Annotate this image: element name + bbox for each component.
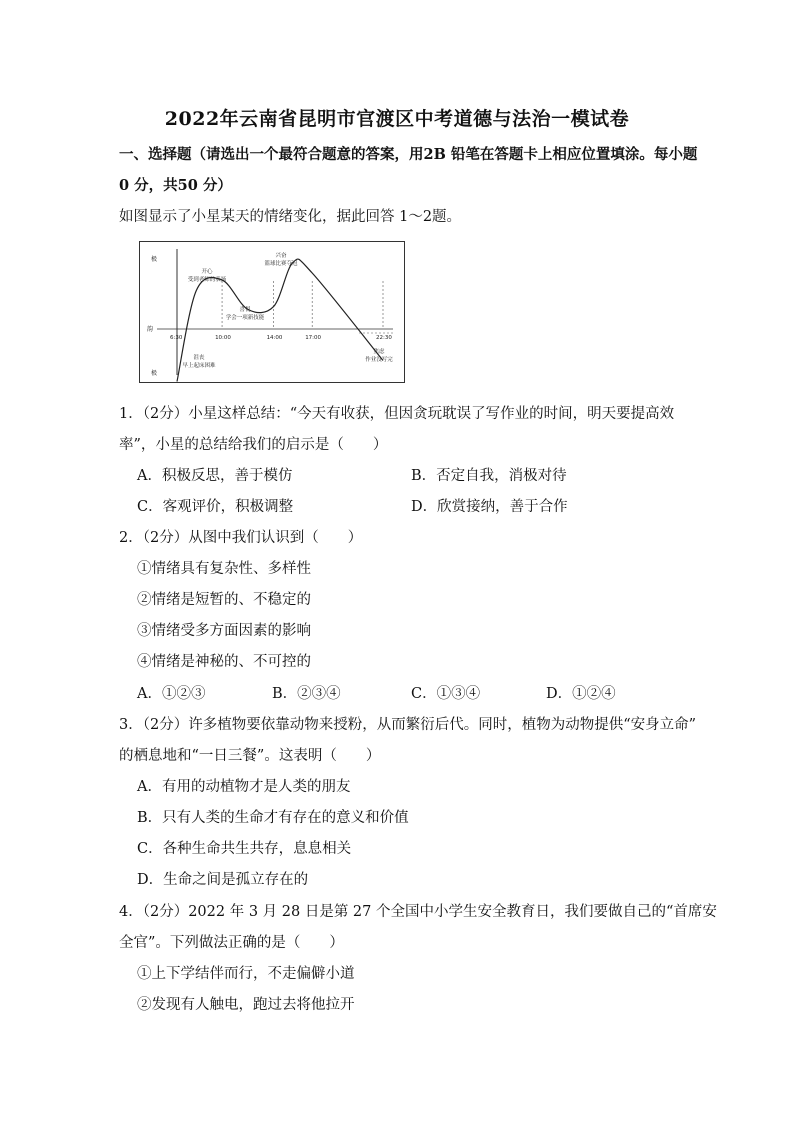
q4-item-2: ②发现有人触电，跑过去将他拉开 (137, 997, 355, 1013)
q1-option-a[interactable]: A．积极反思，善于模仿 (137, 468, 293, 484)
chart-annotation-caption-0: 早上起床困难 (182, 363, 216, 369)
q3-option-a[interactable]: A．有用的动植物才是人类的朋友 (137, 779, 351, 795)
q3-option-b[interactable]: B．只有人类的生命才有存在的意义和价值 (137, 810, 409, 826)
q3-stem-line1: 3．（2分）许多植物要依靠动物来授粉，从而繁衍后代。同时，植物为动物提供“安身立命” (119, 717, 697, 733)
chart-y-label-mid: 韵 (147, 326, 154, 333)
q1-option-d[interactable]: D．欣赏接纳，善于合作 (411, 499, 568, 515)
q2-option-c[interactable]: C．①③④ (411, 686, 481, 702)
q2-stem: 2．（2分）从图中我们认识到（ ） (119, 530, 363, 546)
chart-annotation-caption-1: 受到老师的表扬 (187, 277, 227, 283)
chart-x-tick-4: 22:30 (376, 335, 392, 341)
chart-annotation-title-0: 沮丧 (193, 355, 205, 361)
q2-option-a[interactable]: A．①②③ (137, 686, 206, 702)
q2-item-4: ④情绪是神秘的、不可控的 (137, 654, 311, 670)
chart-annotation-caption-3: 篮球比赛夺冠 (264, 261, 298, 267)
q1-stem-line2: 率”，小星的总结给我们的启示是（ ） (119, 437, 388, 453)
q1-stem-line1: 1．（2分）小星这样总结：“今天有收获，但因贪玩耽误了写作业的时间，明天要提高效 (119, 406, 675, 422)
q1-option-b[interactable]: B．否定自我，消极对待 (411, 468, 567, 484)
section-heading-line1: 一、选择题（请选出一个最符合题意的答案，用2B 铅笔在答题卡上相应位置填涂。每小题 (119, 146, 698, 163)
section-heading-line2: 0 分，共50 分） (119, 177, 232, 194)
chart-annotation-title-2: 喜悦 (239, 307, 251, 313)
chart-y-label-low: 极 (151, 370, 158, 377)
chart-annotation-title-4: 焦虑 (373, 349, 385, 355)
q2-item-3: ③情绪受多方面因素的影响 (137, 623, 311, 639)
emotion-chart (139, 241, 405, 383)
page-title: 2022年云南省昆明市官渡区中考道德与法治一模试卷 (164, 108, 630, 130)
q2-option-b[interactable]: B．②③④ (272, 686, 341, 702)
chart-y-label-high: 极 (151, 256, 158, 263)
q1-option-c[interactable]: C．客观评价，积极调整 (137, 499, 294, 515)
chart-x-tick-2: 14:00 (266, 335, 283, 341)
q3-stem-line2: 的栖息地和“一日三餐”。这表明（ ） (119, 748, 381, 764)
chart-annotation-caption-4: 作业没写完 (365, 357, 393, 363)
chart-x-tick-1: 10:00 (215, 335, 231, 341)
q4-item-1: ①上下学结伴而行，不走偏僻小道 (137, 966, 355, 982)
chart-annotation-title-1: 开心 (201, 269, 213, 275)
chart-annotation-title-3: 兴奋 (275, 253, 287, 259)
q3-option-d[interactable]: D．生命之间是孤立存在的 (137, 872, 309, 888)
chart-x-tick-3: 17:00 (305, 335, 322, 341)
q3-option-c[interactable]: C．各种生命共生共存，息息相关 (137, 841, 352, 857)
q2-item-2: ②情绪是短暂的、不稳定的 (137, 592, 311, 608)
chart-x-tick-0: 6:30 (170, 335, 183, 341)
q2-option-d[interactable]: D．①②④ (546, 686, 616, 702)
intro-text: 如图显示了小星某天的情绪变化，据此回答 1～2题。 (119, 209, 462, 225)
q4-stem-line2: 全官”。下列做法正确的是（ ） (119, 935, 344, 951)
chart-annotation-caption-2: 学会一项新技能 (225, 315, 265, 321)
q2-item-1: ①情绪具有复杂性、多样性 (137, 561, 311, 577)
q4-stem-line1: 4．（2分）2022 年 3 月 28 日是第 27 个全国中小学生安全教育日，我们要做自己的“首席安 (119, 904, 717, 920)
